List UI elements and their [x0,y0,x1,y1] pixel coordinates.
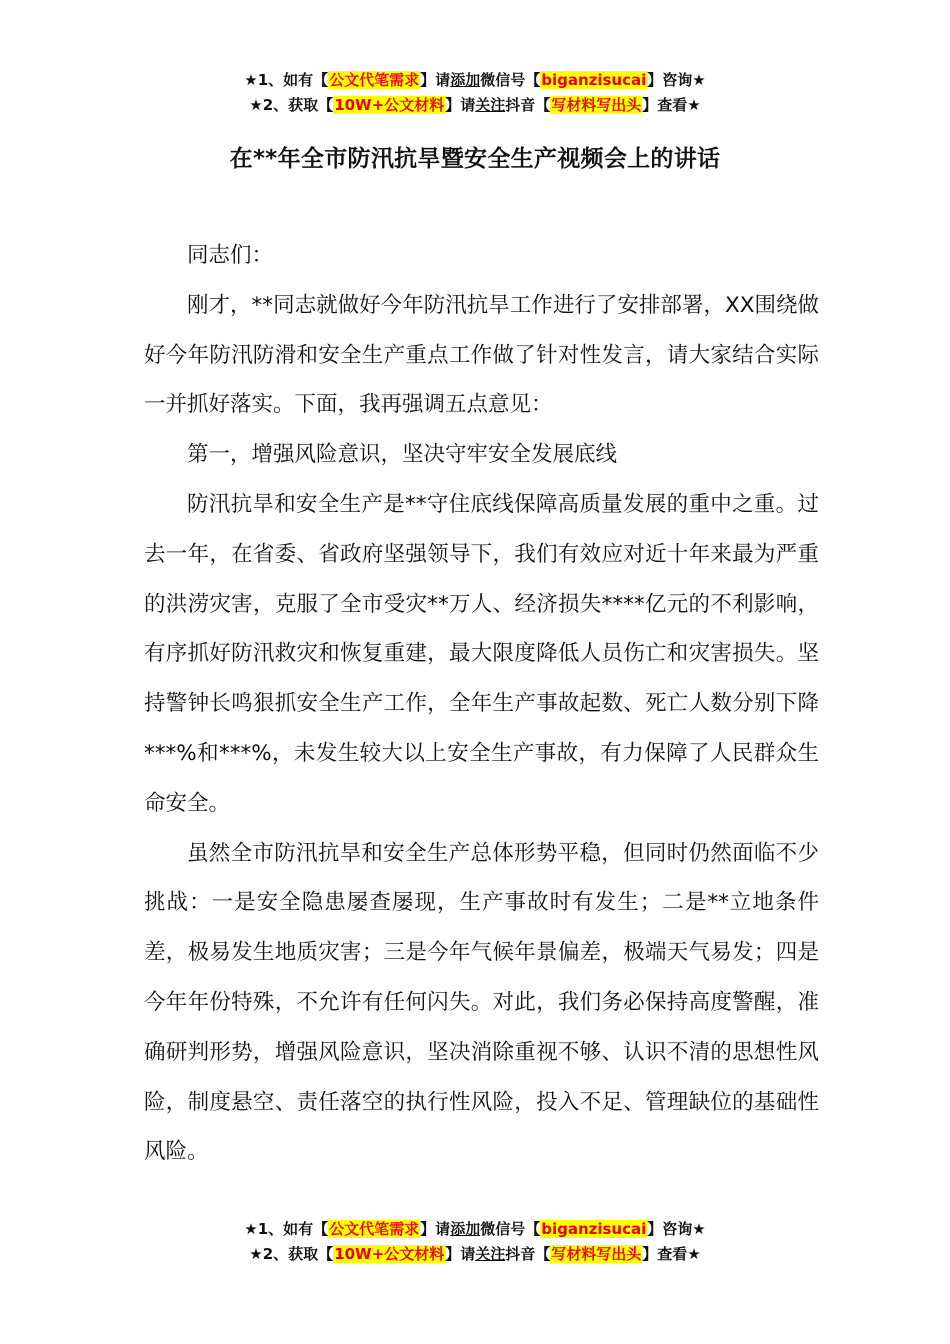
promo-underlined-text: 关注 [475,1245,506,1263]
document-body [144,231,819,1177]
promo-line-1 [0,1217,950,1242]
promo-banner-bottom [0,1217,950,1267]
promo-text: 】咨询★ [647,71,706,89]
promo-text: 】查看★ [642,1245,701,1263]
promo-highlight: biganzisucai [541,1220,647,1238]
promo-text: ★2、获取【 [249,1245,334,1263]
promo-text: 】请 [420,71,451,89]
promo-text: 】查看★ [642,96,701,114]
promo-text: ★1、如有【 [244,71,329,89]
promo-text: 抖音【 [505,96,551,114]
promo-line-2 [0,1242,950,1267]
promo-underlined-text: 添加 [450,1220,481,1238]
promo-highlight: 公文代笔需求 [329,1220,420,1238]
promo-text: 抖音【 [505,1245,551,1263]
promo-banner-top [0,68,950,118]
promo-underlined-text: 添加 [450,71,481,89]
section-heading: 第一，增强风险意识，坚决守牢安全发展底线 [187,442,618,468]
promo-text: ★1、如有【 [244,1220,329,1238]
promo-text: 】请 [445,1245,476,1263]
promo-line-2 [0,93,950,118]
promo-highlight: 公文代笔需求 [329,71,420,89]
promo-text: 】请 [445,96,476,114]
promo-highlight: biganzisucai [541,71,647,89]
document-title: 在**年全市防汛抗旱暨安全生产视频会上的讲话 [229,146,721,172]
promo-text: 】咨询★ [647,1220,706,1238]
promo-underlined-text: 关注 [475,96,506,114]
promo-highlight: 写材料写出头 [551,96,642,114]
promo-highlight: 10W+公文材料 [334,96,445,114]
body-paragraph: 防汛抗旱和安全生产是**守住底线保障高质量发展的重中之重。过去一年，在省委、省政府坚强领导下，我们有效应对近十年来最为严重的洪涝灾害，克服了全市受灾**万人、经济损失****亿元的不利影响，有序抓好防汛救灾和恢复重建，最大限度降低人员伤亡和灾害损失。坚持警钟长鸣狠抓安全生产工作，全年生产事故起数、死亡人数分别下降***%和***%，未发生较大以上安全生产事故，有力保障了人民群众生命安全。 [144,491,819,816]
promo-highlight: 10W+公文材料 [334,1245,445,1263]
promo-line-1 [0,68,950,93]
promo-text: 微信号【 [480,1220,541,1238]
body-paragraph: 刚才，**同志就做好今年防汛抗旱工作进行了安排部署，XX围绕做好今年防汛防滑和安全生产重点工作做了针对性发言，请大家结合实际一并抓好落实。下面，我再强调五点意见： [144,292,819,418]
salutation: 同志们： [187,243,274,268]
promo-text: 微信号【 [480,71,541,89]
promo-text: ★2、获取【 [249,96,334,114]
promo-text: 】请 [420,1220,451,1238]
body-paragraph: 虽然全市防汛抗旱和安全生产总体形势平稳，但同时仍然面临不少挑战：一是安全隐患屡查屡现，生产事故时有发生；二是**立地条件差，极易发生地质灾害；三是今年气候年景偏差，极端天气易发；四是今年年份特殊，不允许有任何闪失。对此，我们务必保持高度警醒，准确研判形势，增强风险意识，坚决消除重视不够、认识不清的思想性风险，制度悬空、责任落空的执行性风险，投入不足、管理缺位的基础性风险。 [144,840,819,1165]
promo-highlight: 写材料写出头 [551,1245,642,1263]
